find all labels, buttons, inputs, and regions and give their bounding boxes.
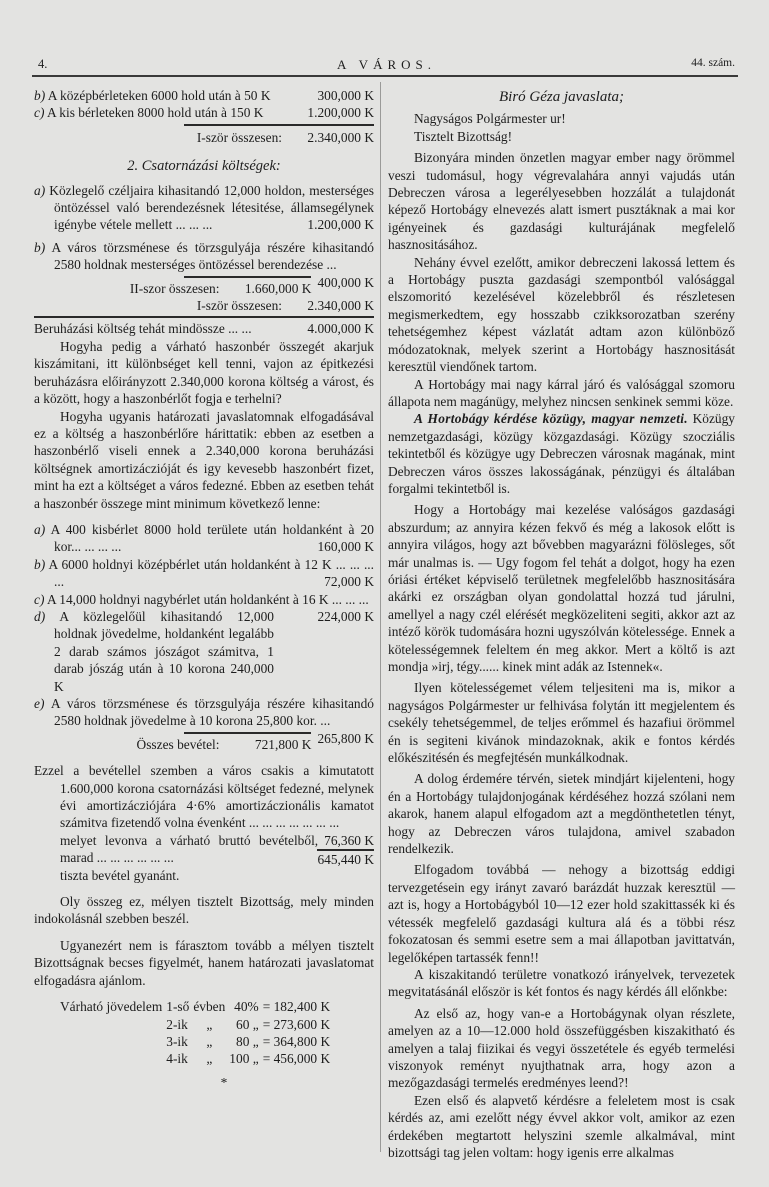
item-label: c) bbox=[34, 591, 45, 607]
item-amount: 400,000 K bbox=[317, 274, 374, 290]
greeting: Nagyságos Polgármester ur! bbox=[414, 111, 566, 127]
left-column bbox=[34, 87, 374, 1091]
income-year: 2-ik bbox=[166, 1016, 188, 1032]
emphasis: A Hortobágy kérdése közügy, magyar nemzeti. bbox=[414, 411, 688, 427]
item-text: Közlegelő czéljaira kihasitandó 12,000 holdon, mesterséges öntözéssel való berendezésnek létesitése, államsegélynek igénybe vétele mellett ... ... ... bbox=[49, 182, 375, 233]
item-amount: 1.200,000 K bbox=[307, 217, 374, 233]
paragraph: Hogyha pedig a várható haszonbér összegét akarjuk kiszámitani, itt különbséget kell tenni, vajon az épitkezési beruházásra előirányzott 2.340,000 korona költség a várost, és a között, hogy a haszonbérlőt fogja e terhelni? bbox=[34, 338, 374, 407]
column-divider bbox=[380, 82, 381, 1152]
amortization-item bbox=[34, 762, 374, 848]
grand-total-amount: 4.000,000 K bbox=[307, 321, 374, 337]
item-label: c) bbox=[34, 105, 45, 121]
subtotal-row bbox=[129, 276, 312, 297]
subtotal-amount: 2.340,000 K bbox=[307, 298, 374, 314]
cost-item bbox=[34, 87, 374, 104]
end-mark: * bbox=[220, 1074, 228, 1090]
issue-number: 44. szám. bbox=[691, 57, 735, 69]
paragraph: Hogyha ugyanis határozati javaslatomnak elfogadásával ez a költség a haszonbérlőre hárittatik: ebben az esetben a haszonbérlő viseli ennek a 2.340,000 korona beruházási költségnek amortizáczióját és igy kevesebb haszonbért fizet, mint ha ezt a költséget a város fedezné. Ebben az esetben tehát a haszonbér összege mint minimum következő lenne: bbox=[34, 408, 374, 511]
income-row bbox=[60, 1016, 334, 1033]
greeting: Tisztelt Bizottság! bbox=[414, 128, 513, 144]
right-column bbox=[388, 87, 735, 1161]
amortization-amount: 76,360 K bbox=[324, 832, 374, 848]
income-year: 3-ik bbox=[166, 1033, 188, 1049]
income-row bbox=[60, 998, 334, 1015]
item-text: A kis bérleteken 8000 hold után à 150 K bbox=[47, 105, 264, 121]
net-amount: 645,440 K bbox=[317, 849, 374, 868]
subtotal-amount: 2.340,000 K bbox=[307, 129, 374, 145]
subtotal-amount: 1.660,000 K bbox=[244, 280, 312, 296]
ditto-mark: „ bbox=[206, 1051, 213, 1067]
income-unit: évben bbox=[193, 999, 226, 1015]
page-number: 4. bbox=[38, 57, 48, 71]
item-amount: 72,000 K bbox=[324, 574, 374, 590]
net-note: tiszta bevétel gyanánt. bbox=[60, 867, 180, 883]
paragraph: Bizonyára minden önzetlen magyar ember nagy örömmel veszi tudomásul, hogy végrevalahára annyi vajudás után Debreczen városa a legerélyesebben hozzálát a tulajdonát képező Hortobágy elnevezés alatt ismert pusztáknak a mai kor igényeinek és gazdasági kulturájának megfelelő hasznositásához. bbox=[388, 150, 735, 253]
amortization-text: Ezzel a bevétellel szemben a város csakis a kimutatott 1.600,000 korona csatornázási költséget fedezné, melynek évi amortizácziójára 4·6% amortizáczionális kamatot számitva fizetendő volna évenként ... ... ... ... ... ... ... bbox=[34, 763, 374, 831]
income-pct: 100 „ bbox=[229, 1051, 259, 1067]
paragraph bbox=[388, 410, 735, 497]
paragraph: Az első az, hogy van-e a Hortobágynak olyan részlete, amelyen az a 10—12.000 hold összefüggésben kiszakitható és amelyen a talaj fiizikai és vegyi összetétele és egyéb termelési viszonyok reményt nyujthatnak arra, hogy azon a mezőgazdasági termelés eredményes leend?! bbox=[388, 1005, 735, 1091]
expected-income-table bbox=[60, 998, 334, 1068]
net-text: melyet levonva a várható bruttó bevételből, marad ... ... ... ... ... ... bbox=[60, 832, 319, 866]
page-header bbox=[38, 57, 735, 73]
ditto-mark: „ bbox=[206, 1016, 213, 1032]
item-text: A 400 kisbérlet 8000 hold területe után holdanként à 20 kor... ... ... ... bbox=[50, 521, 374, 555]
paragraph: A dolog érdemére térvén, sietek mindjárt kijelenteni, hogy én a Hortobágy tulajdonjogának kérdéséhez hozzá szólani nem akarok, hanem alapul elfogadom azt a megdönthetetlen tényt, hogy az Debreczen város tulajdona, amivel szabadon rendelkezik. bbox=[388, 771, 735, 857]
income-amount: = 364,800 K bbox=[262, 1033, 331, 1049]
item-amount: 300,000 K bbox=[317, 88, 374, 103]
subtotal-label: II-szor összesen: bbox=[129, 280, 220, 296]
item-text: A 6000 holdnyi középbérlet után holdanként à 12 K ... ... ... ... bbox=[48, 556, 374, 590]
income-row bbox=[60, 1033, 334, 1050]
subtotal-row bbox=[34, 297, 374, 314]
paragraph: Elfogadom továbbá — nehogy a bizottság eddigi tervezgetésein egy irányt zavaró barázdát huzzak keresztül — azt is, hogy a Hortobágyból 10—12 ezer hold szakittassék ki és vétessék megfelelő gazdasági kultura alá és a többi rész fokozatosan és semmi esetre sem a mai állapotban javittatván, legelőképen tartassék fenn!! bbox=[388, 862, 735, 965]
paragraph: Ezen első és alapvető kérdésre a feleletem most is csak kérdés az, ami ezelőtt négy évvel akkor volt, amikor az ezen érdekében megtartott helyszini szemle alkalmával, mint bizottsági tag jelen voltam: hogy igenis erre alkalmas bbox=[388, 1092, 735, 1160]
subtotal-label: I-ször összesen: bbox=[196, 298, 282, 314]
item-label: e) bbox=[34, 696, 45, 711]
item-text: A 14,000 holdnyi nagybérlet után holdanként à 16 K ... ... ... bbox=[47, 591, 369, 607]
paragraph: A kiszakitandó területre vonatkozó irányelvek, tervezetek megvitatásánál először is két fontos és nagy kérdés áll előnkbe: bbox=[388, 966, 735, 1000]
income-pct: 80 „ bbox=[236, 1033, 259, 1049]
total-income-label: Összes bevétel: bbox=[136, 736, 220, 752]
item-label: b) bbox=[34, 556, 46, 572]
newspaper-title: A VÁROS. bbox=[336, 57, 437, 72]
income-year: 1-ső bbox=[166, 999, 190, 1015]
item-label: b) bbox=[34, 239, 46, 255]
income-pct: 60 „ bbox=[236, 1016, 259, 1032]
item-label: a) bbox=[34, 521, 46, 537]
net-item bbox=[34, 832, 374, 867]
income-item bbox=[34, 556, 374, 591]
paragraph-text: Közügy nemzetgazdasági, közügy közgazdasági. Közügy szocziális tekintetből és közügye ugy Debreczen városnak magának, mint Debreczen város összes lakosságának, pénzügyi és általában forgalmi tekintetből is. bbox=[388, 411, 735, 496]
paragraph: Ilyen kötelességemet vélem teljesiteni ma is, mikor a nagyságos Polgármester ur felhivása folytán itt megjelentem és csekély tehetségemmel, de teljes erőmmel és hazafiui örömmel én is segiteni kivánok mindazoknak, akik e fontos kérdés előkészitésén és megfejtésén munkálkodnak. bbox=[388, 680, 735, 766]
item-label: b) bbox=[34, 88, 46, 103]
cost-item bbox=[34, 104, 374, 121]
income-label: Várható jövedelem bbox=[60, 999, 163, 1015]
income-row bbox=[60, 1050, 334, 1067]
ditto-mark: „ bbox=[206, 1033, 213, 1049]
item-amount: 160,000 K bbox=[317, 539, 374, 555]
paragraph: Ugyanezért nem is fárasztom tovább a mélyen tisztelt Bizottságnak becses figyelmét, hanem határozati javaslatomat elfogadásra ajánlom. bbox=[34, 937, 374, 988]
paragraph: Hogy a Hortobágy mai kezelése valóságos gazdasági abszurdum; az annyira kézen fekvő és még a lakosok előtt is annyira világos, hogy azt bővebben magyarázni fölösleges, sőt már unalmas is. — Ugy fogom fel tehát a dolgot, hogy ha ezen óriási értéket képviselő területnek megfelelőbb hasznositására akárki ez országban olyan gondolattal hozzá tud járulni, amellyel a nagy czél elérését megközeliteni segiti, akkor azt az intéző körök tudomására hozni ugyszólván kötelessége. Ennek a kötelességemnek feleltem én meg akkor. Mert a költő is azt mondja »irj, tégy...... kinek mint adák az Istennek«. bbox=[388, 502, 735, 674]
income-amount: = 456,000 K bbox=[262, 1051, 331, 1067]
subtotal-row bbox=[184, 124, 374, 146]
total-income-row bbox=[136, 732, 312, 753]
grand-total-row bbox=[34, 316, 374, 337]
income-item bbox=[34, 521, 374, 556]
paragraph: A Hortobágy mai nagy kárral járó és valósággal szomoru állapota nem magánügy, melyhez nincsen senkinek semmi köze. bbox=[388, 376, 735, 409]
item-label: a) bbox=[34, 182, 46, 198]
item-label: d) bbox=[34, 608, 46, 624]
item-text: A közlegelőül kihasitandó 12,000 holdnak jövedelme, holdanként legalább 2 darab számos jószágot számitva, 1 darab jószág után à 10 korona 240,000 K bbox=[54, 608, 274, 694]
paragraph: Oly összeg ez, mélyen tisztelt Bizottság, mely minden indokolásnál szebben beszél. bbox=[34, 894, 374, 927]
grand-total-label: Beruházási költség tehát mindössze ... ... bbox=[34, 321, 252, 337]
item-amount: 224,000 K bbox=[317, 608, 374, 624]
income-item bbox=[34, 591, 374, 624]
item-amount: 265,800 K bbox=[317, 730, 374, 746]
item-text: A középbérleteken 6000 hold után à 50 K bbox=[47, 88, 271, 103]
item-amount: 1.200,000 K bbox=[307, 105, 374, 121]
income-amount: = 182,400 K bbox=[262, 999, 331, 1015]
total-income-amount: 721,800 K bbox=[254, 736, 312, 752]
income-year: 4-ik bbox=[166, 1051, 188, 1067]
header-rule bbox=[32, 75, 738, 77]
item-text: A város törzsménese és törzsgulyája részére kihasitandó 2580 holdnak mesterséges öntözéssel berendezése ... bbox=[51, 239, 374, 273]
income-amount: = 273,600 K bbox=[262, 1016, 331, 1032]
article-title: Biró Géza javaslata; bbox=[499, 89, 624, 105]
income-pct: 40% bbox=[234, 999, 259, 1015]
paragraph: Nehány évvel ezelőtt, amikor debreczeni lakossá lettem és a Hortobágy puszta gazdasági szempontból valósággal elszomoritó kezelésével közelebbről és részletesen megismerkedtem, egy hosszabb czikksorozatban szerény tehetségemhez képest vázlatát adtam azon különböző módozatoknak, melyek szerint a Hortobágy hasznositását keresztül viendőnek tartom. bbox=[388, 254, 735, 375]
subtotal-label: I-ször összesen: bbox=[196, 129, 282, 145]
section-heading: 2. Csatornázási költségek: bbox=[127, 158, 281, 175]
cost-item bbox=[34, 182, 374, 234]
item-text: A város törzsménese és törzsgulyája részére kihasitandó 2580 holdnak jövedelme à 10 korona 25,800 kor. ... bbox=[50, 696, 374, 729]
